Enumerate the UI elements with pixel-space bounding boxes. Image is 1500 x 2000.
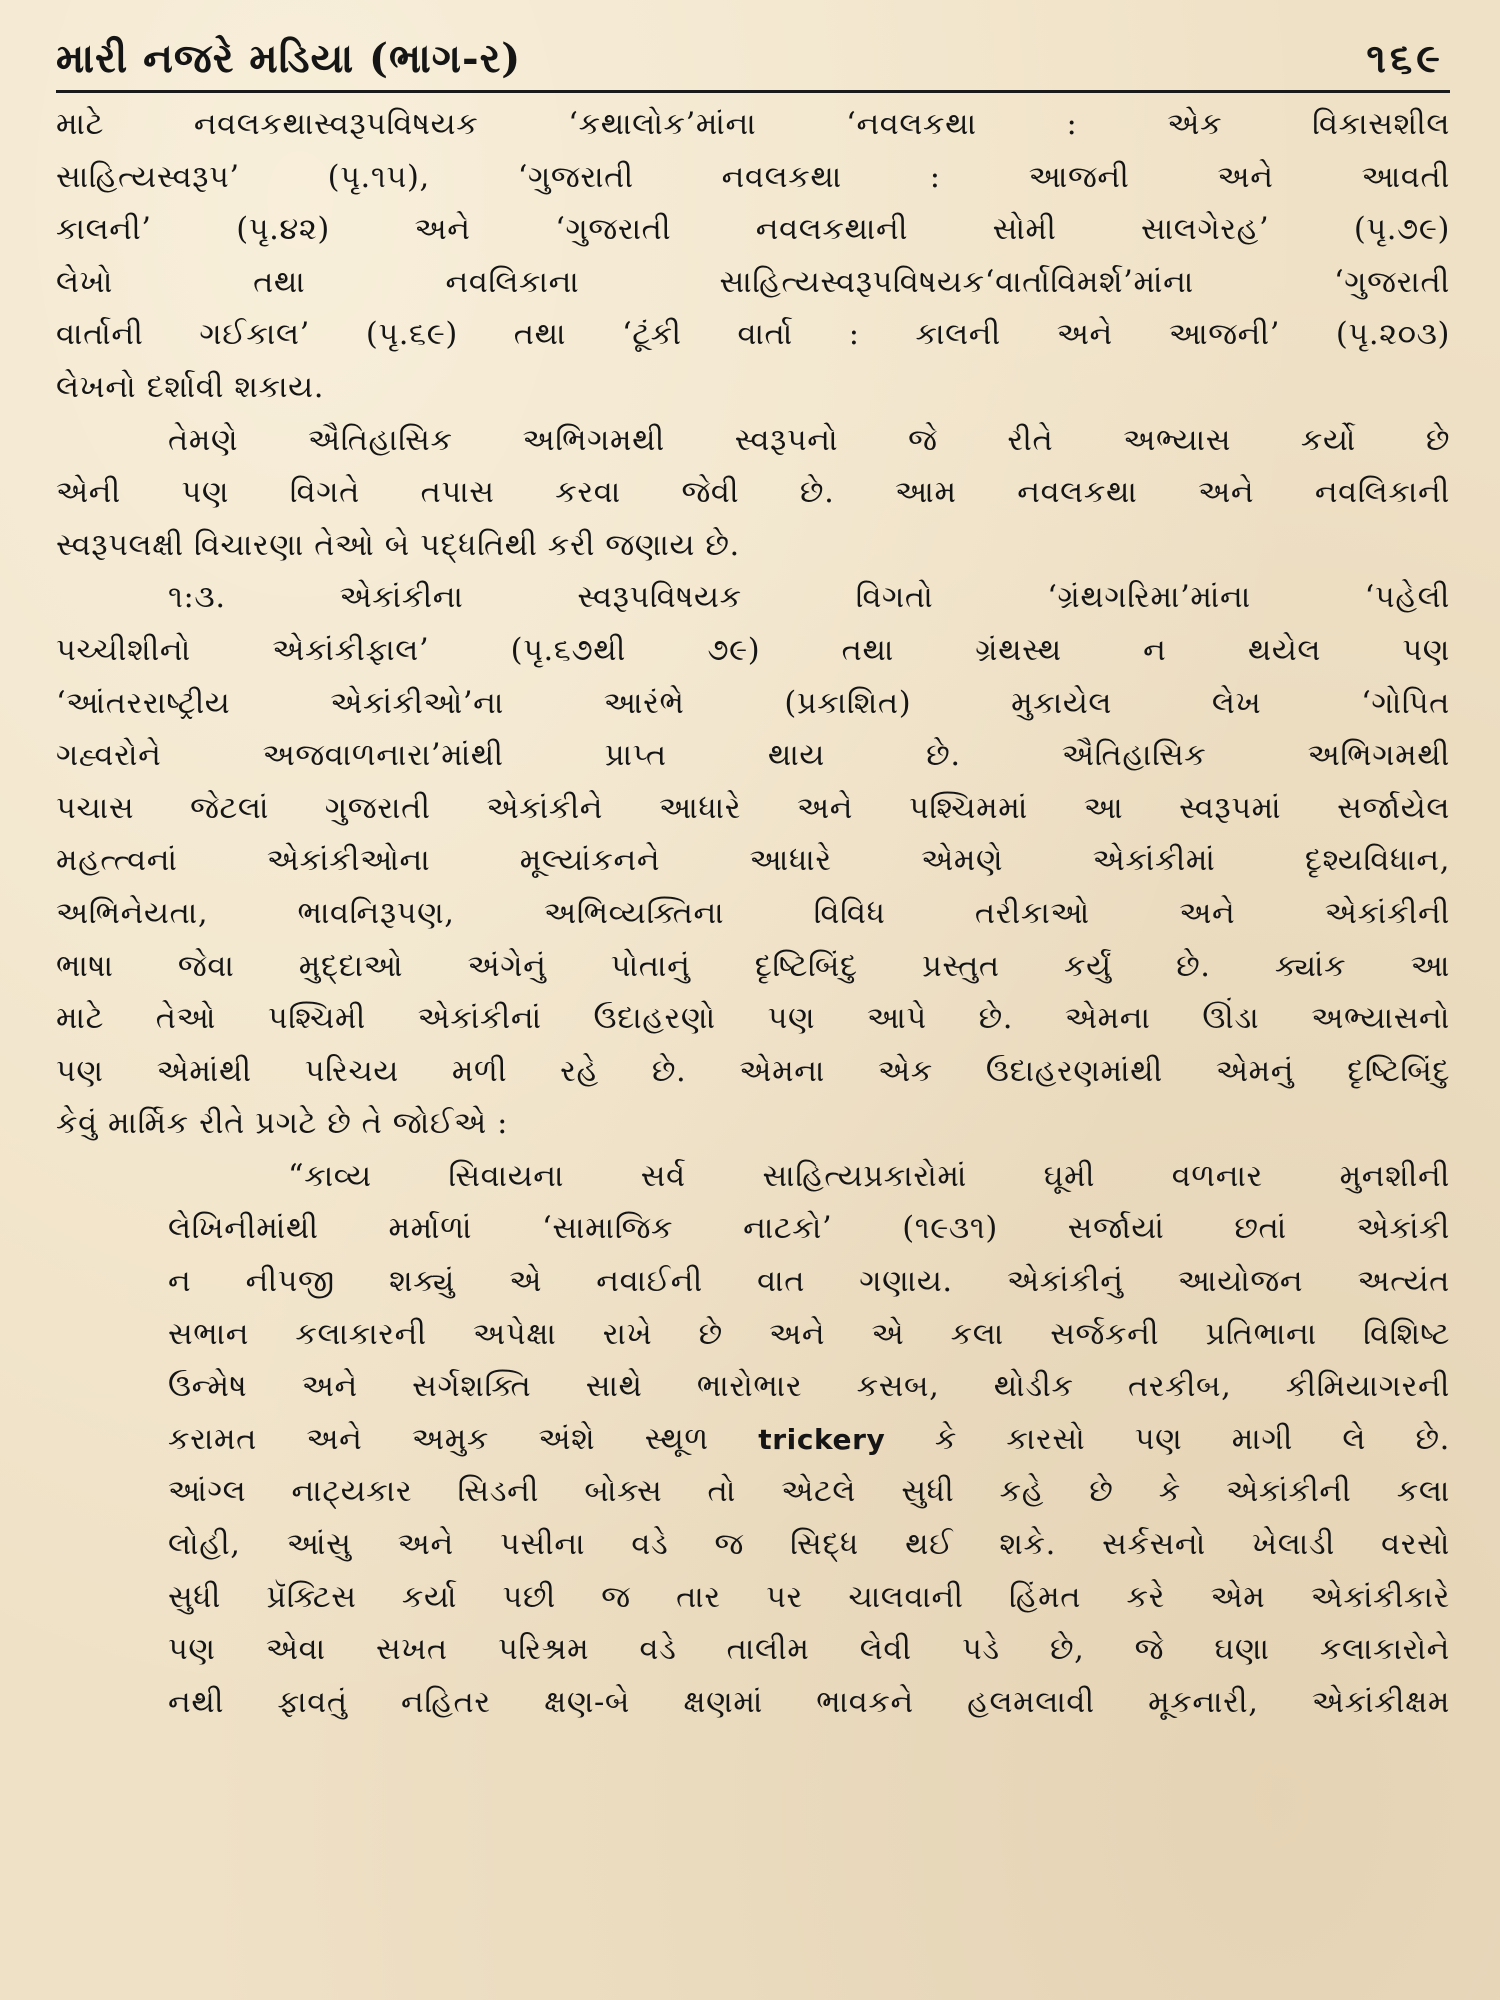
quote-line: સભાન કલાકારની અપેક્ષા રાખે છે અને એ કલા સર્જકની પ્રતિભાના વિશિષ્ટ [168, 1316, 1450, 1352]
paragraph-2 [56, 415, 1450, 573]
text-line: માટે તેઓ પશ્ચિમી એકાંકીનાં ઉદાહરણો પણ આપે છે. એમના ઊંડા અભ્યાસનો [56, 1001, 1450, 1037]
quote-line [56, 1414, 1450, 1467]
text-line: કાલની’ (પૃ.૪૨) અને ‘ગુજરાતી નવલકથાની સોમી સાલગેરહ’ (પૃ.૭૯) [56, 212, 1450, 248]
quote-text: કરામત અને અમુક અંશે સ્થૂળ [168, 1421, 759, 1457]
text-line: માટે નવલકથાસ્વરૂપવિષયક ‘કથાલોક’માંના ‘નવલકથા : એક વિકાસશીલ [56, 107, 1450, 142]
quote-line: નથી ફાવતું નહિતર ક્ષણ-બે ક્ષણમાં ભાવકને હલમલાવી મૂકનારી, એકાંકીક્ષમ [168, 1684, 1450, 1720]
quote-text: કે કારસો પણ માગી લે છે. [885, 1421, 1450, 1457]
quote-line: આંગ્લ નાટ્યકાર સિડની બોક્સ તો એટલે સુધી કહે છે કે એકાંકીની કલા [168, 1474, 1450, 1510]
paragraph-3 [56, 572, 1450, 1151]
text-line: એની પણ વિગતે તપાસ કરવા જેવી છે. આમ નવલકથા અને નવલિકાની [56, 475, 1450, 511]
running-title: મારી નજરે મડિયા (ભાગ-ર) [56, 35, 522, 82]
text-line: સાહિત્યસ્વરૂપ’ (પૃ.૧૫), ‘ગુજરાતી નવલકથા : આજની અને આવતી [56, 159, 1450, 195]
text-line: અભિનેયતા, ભાવનિરૂપણ, અભિવ્યક્તિના વિવિધ તરીકાઓ અને એકાંકીની [56, 895, 1450, 931]
text-line: ૧:૩. એકાંકીના સ્વરૂપવિષયક વિગતો ‘ગ્રંથગરિમા’માંના ‘પહેલી [168, 580, 1450, 616]
quote-line: ન નીપજી શક્યું એ નવાઈની વાત ગણાય. એકાંકીનું આયોજન અત્યંત [168, 1264, 1450, 1300]
text-line: પચ્ચીશીનો એકાંકીફાલ’ (પૃ.૬૭થી ૭૯) તથા ગ્રંથસ્થ ન થયેલ પણ [56, 632, 1450, 668]
quote-line: પણ એવા સખત પરિશ્રમ વડે તાલીમ લેવી પડે છે, જે ઘણા કલાકારોને [168, 1632, 1450, 1668]
block-quote [56, 1151, 1450, 1730]
page-number: ૧૬૯ [1366, 35, 1444, 82]
text-line: પણ એમાંથી પરિચય મળી રહે છે. એમના એક ઉદાહરણમાંથી એમનું દૃષ્ટિબિંદુ [56, 1053, 1450, 1089]
quote-line: “કાવ્ય સિવાયના સર્વ સાહિત્યપ્રકારોમાં ઘૂમી વળનાર મુનશીની [288, 1158, 1450, 1194]
text-line: ‘આંતરરાષ્ટ્રીય એકાંકીઓ’ના આરંભે (પ્રકાશિત) મુકાયેલ લેખ ‘ગોપિત [56, 685, 1450, 721]
text-line: પચાસ જેટલાં ગુજરાતી એકાંકીને આધારે અને પશ્ચિમમાં આ સ્વરૂપમાં સર્જાયેલ [56, 790, 1450, 826]
body-text [56, 99, 1450, 1729]
text-line: લેખનો દર્શાવી શકાય. [56, 369, 325, 405]
text-line: કેવું માર્મિક રીતે પ્રગટે છે તે જોઈએ : [56, 1106, 508, 1142]
header-rule [56, 90, 1450, 93]
text-line: મહત્ત્વનાં એકાંકીઓના મૂલ્યાંકનને આધારે એમણે એકાંકીમાં દૃશ્યવિધાન, [56, 843, 1450, 879]
text-line: તેમણે ઐતિહાસિક અભિગમથી સ્વરૂપનો જે રીતે અભ્યાસ કર્યો છે [168, 422, 1450, 458]
quote-line: સુધી પ્રૅક્ટિસ કર્યા પછી જ તાર પર ચાલવાની હિંમત કરે એમ એકાંકીકારે [168, 1579, 1450, 1615]
quote-line: લેખિનીમાંથી મર્માળાં ‘સામાજિક નાટકો’ (૧૯૩૧) સર્જાયાં છતાં એકાંકી [168, 1211, 1450, 1247]
quote-line: ઉન્મેષ અને સર્ગશક્તિ સાથે ભારોભાર કસબ, થોડીક તરકીબ, કીમિયાગરની [168, 1369, 1450, 1405]
text-line: ગહ્વરોને અજવાળનારા’માંથી પ્રાપ્ત થાય છે. ઐતિહાસિક અભિગમથી [56, 738, 1450, 774]
quote-line: લોહી, આંસુ અને પસીના વડે જ સિદ્ધ થઈ શકે. સર્કસનો ખેલાડી વરસો [168, 1527, 1450, 1563]
text-line: ભાષા જેવા મુદ્દાઓ અંગેનું પોતાનું દૃષ્ટિબિંદુ પ્રસ્તુત કર્યું છે. ક્યાંક આ [56, 948, 1450, 984]
running-header [56, 20, 1450, 82]
text-line: વાર્તાની ગઈકાલ’ (પૃ.૬૯) તથા ‘ટૂંકી વાર્તા : કાલની અને આજની’ (પૃ.૨૦૩) [56, 317, 1450, 353]
paragraph-1 [56, 99, 1450, 415]
english-word: trickery [758, 1422, 886, 1456]
text-line: લેખો તથા નવલિકાના સાહિત્યસ્વરૂપવિષયક‘વાર્તાવિમર્શ’માંના ‘ગુજરાતી [56, 264, 1450, 300]
text-line: સ્વરૂપલક્ષી વિચારણા તેઓ બે પદ્ધતિથી કરી જણાય છે. [56, 527, 740, 563]
